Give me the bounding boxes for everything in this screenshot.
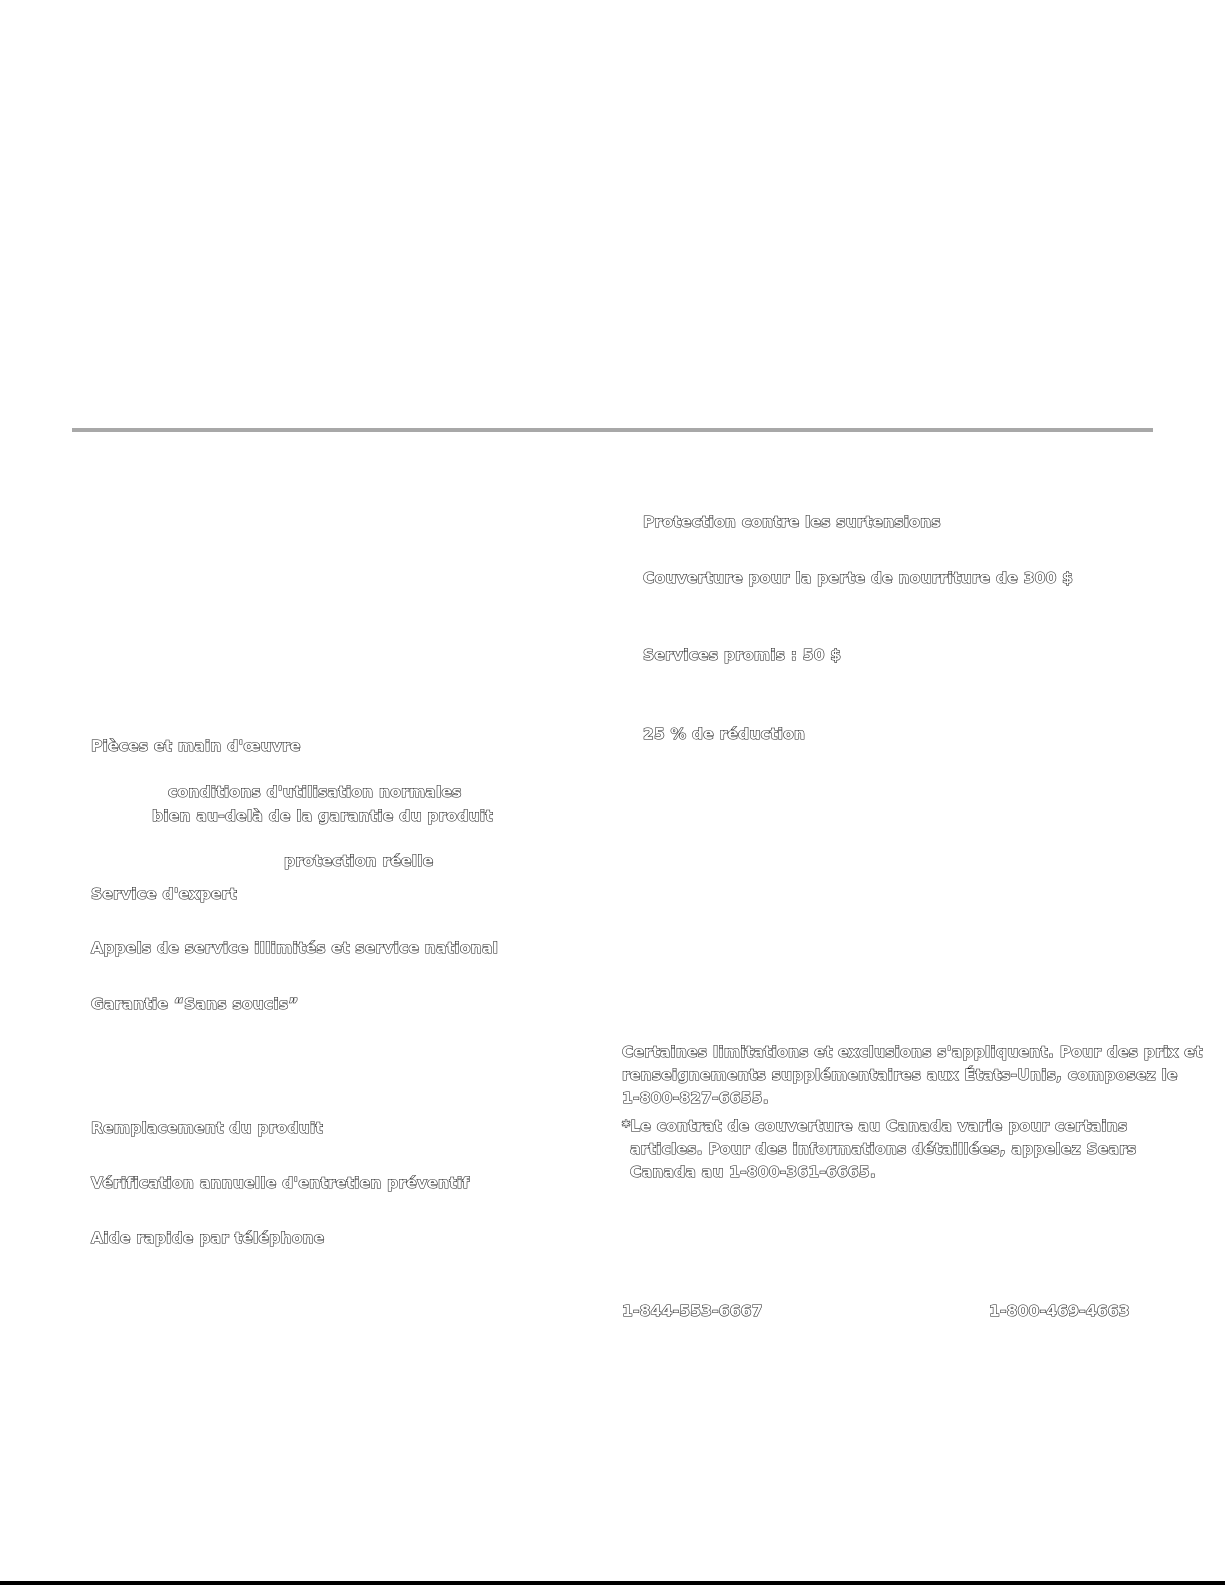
- food-loss-heading: Couverture pour la perte de nourriture de 300 $: [643, 569, 1074, 587]
- section-divider: [72, 428, 1153, 432]
- beyond-warranty-phrase: bien au-delà de la garantie du produit: [152, 807, 493, 825]
- normal-use-phrase: conditions d'utilisation normales: [168, 783, 462, 801]
- canada-paragraph: [622, 1115, 1142, 1184]
- limitations-line: Certaines limitations et exclusions s'appliquent. Pour des prix et: [622, 1043, 1203, 1061]
- product-replacement-heading: Remplacement du produit: [91, 1119, 324, 1137]
- no-worry-heading: Garantie “Sans soucis”: [91, 995, 299, 1013]
- real-protection-phrase: protection réelle: [284, 852, 434, 870]
- promised-services-heading: Services promis : 50 $: [643, 646, 842, 664]
- phone-number-canada: 1-800-469-4663: [989, 1302, 1130, 1320]
- parts-labor-heading: Pièces et main d'œuvre: [91, 737, 301, 755]
- phone-help-heading: Aide rapide par téléphone: [91, 1229, 325, 1247]
- unlimited-calls-heading: Appels de service illimités et service national: [91, 939, 499, 957]
- limitations-line: renseignements supplémentaires aux États-Unis, composez le: [622, 1066, 1178, 1084]
- surge-heading: Protection contre les surtensions: [643, 513, 941, 531]
- bottom-border: [0, 1581, 1225, 1585]
- canada-line: Canada au 1-800-361-6665.: [630, 1163, 876, 1181]
- limitations-paragraph: [622, 1041, 1203, 1110]
- discount-heading: 25 % de réduction: [643, 725, 806, 743]
- canada-line: *Le contrat de couverture au Canada varie pour certains: [622, 1117, 1128, 1135]
- phone-number-us: 1-844-553-6667: [622, 1302, 763, 1320]
- annual-check-heading: Vérification annuelle d'entretien préventif: [91, 1174, 470, 1192]
- canada-line: articles. Pour des informations détaillées, appelez Sears: [630, 1140, 1137, 1158]
- expert-service-heading: Service d'expert: [91, 885, 238, 903]
- limitations-line: 1-800-827-6655.: [622, 1089, 769, 1107]
